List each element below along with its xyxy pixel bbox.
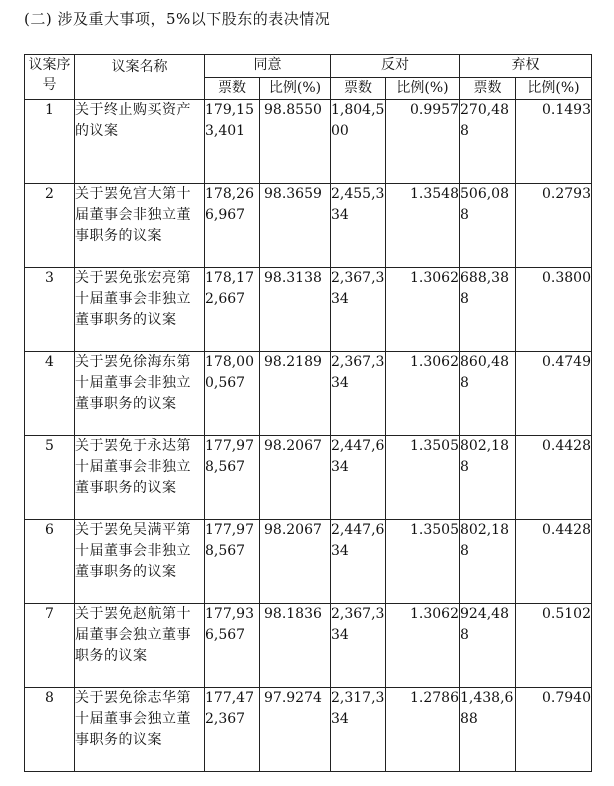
cell-abstain-votes: 506,088	[460, 184, 516, 268]
cell-oppose-ratio: 0.9957	[386, 100, 460, 184]
cell-oppose-ratio: 1.3505	[386, 520, 460, 604]
cell-agree-votes: 179,153,401	[205, 100, 260, 184]
cell-name: 关于罢免赵航第十届董事会独立董事职务的议案	[75, 604, 205, 688]
cell-name: 关于罢免徐海东第十届董事会非独立董事职务的议案	[75, 352, 205, 436]
cell-agree-ratio: 98.3138	[260, 268, 331, 352]
cell-abstain-ratio: 0.4428	[516, 436, 592, 520]
cell-seq: 6	[25, 520, 75, 604]
cell-agree-ratio: 98.2067	[260, 436, 331, 520]
cell-agree-ratio: 98.2189	[260, 352, 331, 436]
cell-seq: 7	[25, 604, 75, 688]
cell-oppose-ratio: 1.3062	[386, 604, 460, 688]
cell-oppose-votes: 2,367,334	[331, 352, 386, 436]
cell-name: 关于罢免徐志华第十届董事会独立董事职务的议案	[75, 688, 205, 772]
cell-abstain-ratio: 0.4428	[516, 520, 592, 604]
table-row	[25, 436, 592, 520]
cell-abstain-votes: 802,188	[460, 436, 516, 520]
header-abstain-votes: 票数	[460, 78, 516, 100]
cell-seq: 4	[25, 352, 75, 436]
voting-results-table	[24, 54, 592, 772]
cell-seq: 5	[25, 436, 75, 520]
cell-agree-ratio: 98.2067	[260, 520, 331, 604]
cell-abstain-votes: 802,188	[460, 520, 516, 604]
cell-abstain-ratio: 0.7940	[516, 688, 592, 772]
cell-name: 关于罢免于永达第十届董事会非独立董事职务的议案	[75, 436, 205, 520]
cell-oppose-ratio: 1.3548	[386, 184, 460, 268]
table-row	[25, 352, 592, 436]
cell-agree-votes: 178,000,567	[205, 352, 260, 436]
cell-oppose-votes: 1,804,500	[331, 100, 386, 184]
cell-oppose-votes: 2,447,634	[331, 436, 386, 520]
cell-agree-votes: 177,978,567	[205, 436, 260, 520]
cell-abstain-votes: 860,488	[460, 352, 516, 436]
cell-agree-votes: 178,266,967	[205, 184, 260, 268]
cell-oppose-votes: 2,367,334	[331, 604, 386, 688]
cell-seq: 3	[25, 268, 75, 352]
cell-abstain-votes: 924,488	[460, 604, 516, 688]
header-agree-ratio: 比例(%)	[260, 78, 331, 100]
cell-oppose-votes: 2,447,634	[331, 520, 386, 604]
cell-name: 关于终止购买资产的议案	[75, 100, 205, 184]
header-seq: 议案序号	[25, 55, 75, 100]
cell-abstain-votes: 270,488	[460, 100, 516, 184]
table-row	[25, 184, 592, 268]
cell-agree-votes: 177,978,567	[205, 520, 260, 604]
cell-name: 关于罢免吴满平第十届董事会非独立董事职务的议案	[75, 520, 205, 604]
cell-oppose-ratio: 1.3505	[386, 436, 460, 520]
cell-name: 关于罢免张宏亮第十届董事会非独立董事职务的议案	[75, 268, 205, 352]
cell-abstain-ratio: 0.1493	[516, 100, 592, 184]
header-abstain: 弃权	[460, 55, 592, 78]
header-oppose-ratio: 比例(%)	[386, 78, 460, 100]
header-oppose: 反对	[331, 55, 460, 78]
table-row	[25, 268, 592, 352]
cell-oppose-ratio: 1.3062	[386, 352, 460, 436]
cell-abstain-ratio: 0.5102	[516, 604, 592, 688]
table-row	[25, 688, 592, 772]
cell-abstain-votes: 1,438,688	[460, 688, 516, 772]
table-row	[25, 604, 592, 688]
table-row	[25, 100, 592, 184]
cell-oppose-votes: 2,367,334	[331, 268, 386, 352]
cell-abstain-ratio: 0.4749	[516, 352, 592, 436]
cell-agree-votes: 177,472,367	[205, 688, 260, 772]
cell-agree-ratio: 97.9274	[260, 688, 331, 772]
cell-agree-ratio: 98.1836	[260, 604, 331, 688]
header-agree-votes: 票数	[205, 78, 260, 100]
table-row	[25, 520, 592, 604]
cell-agree-votes: 178,172,667	[205, 268, 260, 352]
cell-seq: 2	[25, 184, 75, 268]
section-heading: (二) 涉及重大事项，5%以下股东的表决情况	[24, 10, 331, 28]
table-body	[25, 100, 592, 772]
cell-agree-votes: 177,936,567	[205, 604, 260, 688]
cell-agree-ratio: 98.8550	[260, 100, 331, 184]
header-name: 议案名称	[75, 55, 205, 100]
cell-abstain-ratio: 0.3800	[516, 268, 592, 352]
cell-oppose-votes: 2,455,334	[331, 184, 386, 268]
cell-oppose-ratio: 1.2786	[386, 688, 460, 772]
cell-abstain-votes: 688,388	[460, 268, 516, 352]
cell-seq: 1	[25, 100, 75, 184]
header-abstain-ratio: 比例(%)	[516, 78, 592, 100]
cell-oppose-votes: 2,317,334	[331, 688, 386, 772]
header-oppose-votes: 票数	[331, 78, 386, 100]
cell-abstain-ratio: 0.2793	[516, 184, 592, 268]
cell-name: 关于罢免宫大第十届董事会非独立董事职务的议案	[75, 184, 205, 268]
header-agree: 同意	[205, 55, 331, 78]
cell-agree-ratio: 98.3659	[260, 184, 331, 268]
cell-oppose-ratio: 1.3062	[386, 268, 460, 352]
cell-seq: 8	[25, 688, 75, 772]
